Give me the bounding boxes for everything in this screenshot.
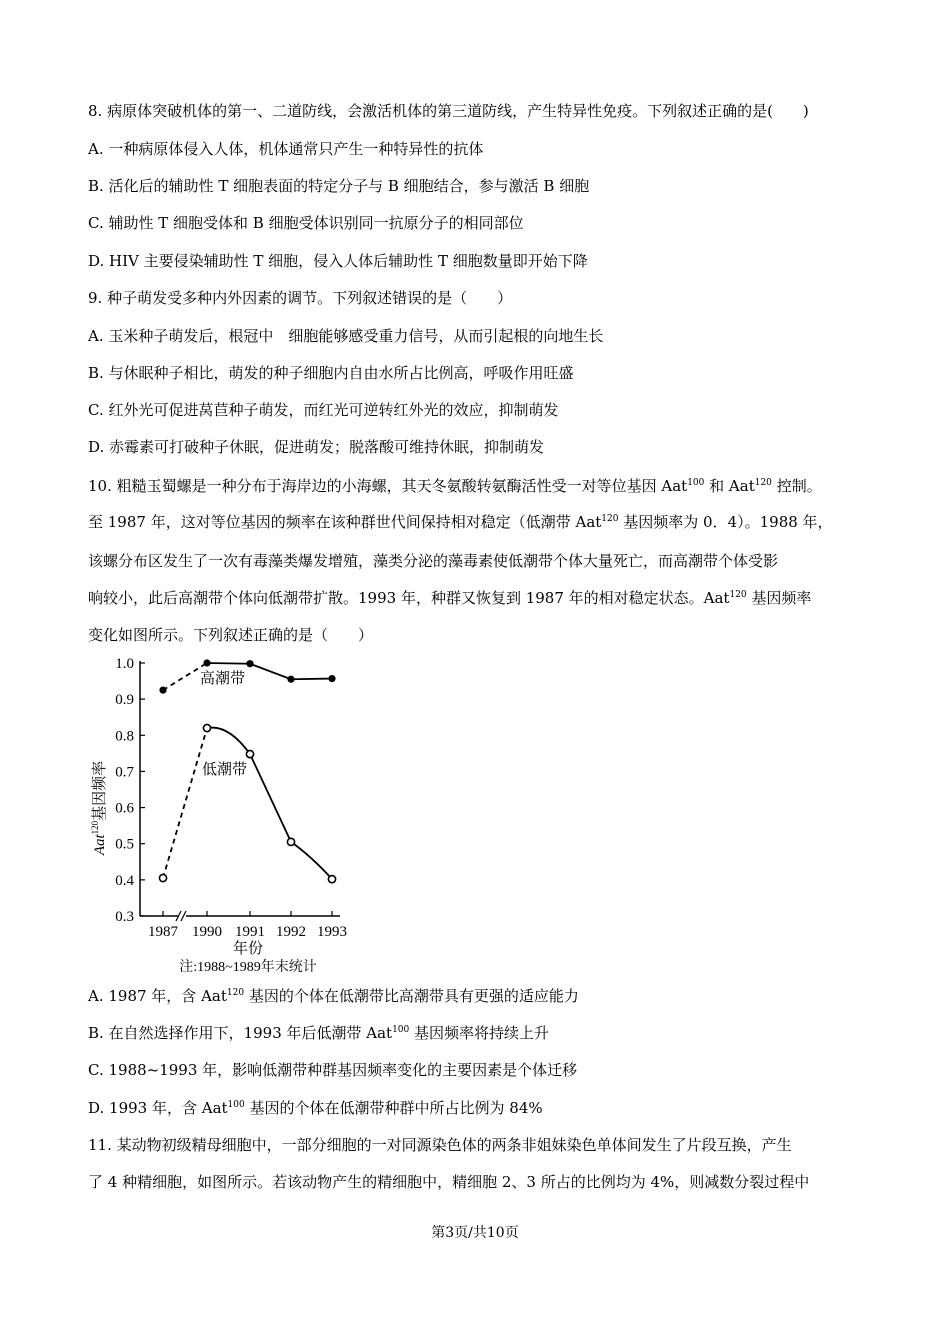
q10-option-c: C. 1988~1993 年，影响低潮带种群基因频率变化的主要因素是个体迁移 <box>88 1061 578 1079</box>
x-tick-label: 1993 <box>317 924 347 940</box>
data-point-high-tide <box>246 660 253 667</box>
y-tick-label: 1.0 <box>115 656 134 672</box>
q8-option-a: A. 一种病原体侵入人体，机体通常只产生一种特异性的抗体 <box>88 140 484 158</box>
q8-stem: 8. 病原体突破机体的第一、二道防线，会激活机体的第三道防线，产生特异性免疫。下列叙述正确的是( ) <box>88 102 809 120</box>
q10-option-b: B. 在自然选择作用下，1993 年后低潮带 Aat$^{100}$ 基因频率将持续上升 <box>88 1024 550 1042</box>
y-tick-label: 0.4 <box>115 872 134 889</box>
series-line <box>207 728 332 880</box>
y-tick-label: 0.3 <box>115 909 134 925</box>
y-tick-label: 0.9 <box>115 692 134 709</box>
series-dashed-segment <box>163 728 207 878</box>
x-tick-label: 1991 <box>235 924 265 940</box>
chart-x-axis-label: 年份 <box>232 941 264 957</box>
data-point-low-tide <box>287 838 294 845</box>
data-point-high-tide <box>159 687 166 694</box>
y-tick-label: 0.6 <box>115 800 134 817</box>
x-tick-label: 1987 <box>148 924 178 940</box>
gene-frequency-chart <box>85 648 365 978</box>
q10-option-d: D. 1993 年，含 Aat$^{100}$ 基因的个体在低潮带种群中所占比例为 84% <box>88 1099 543 1117</box>
data-point-low-tide <box>246 750 253 757</box>
q9-option-c: C. 红外光可促进莴苣种子萌发，而红光可逆转红外光的效应，抑制萌发 <box>88 401 559 419</box>
series-label-low-tide: 低潮带 <box>202 762 248 778</box>
x-tick-label: 1990 <box>192 924 222 940</box>
q9-stem: 9. 种子萌发受多种内外因素的调节。下列叙述错误的是（ ） <box>88 289 513 307</box>
q10-stem-line-5: 变化如图所示。下列叙述正确的是（ ） <box>88 626 374 644</box>
series-label-high-tide: 高潮带 <box>200 671 246 687</box>
axis-break-mark <box>181 911 186 921</box>
q10-stem-line-2: 至 1987 年，这对等位基因的频率在该种群世代间保持相对稳定（低潮带 Aat$^{120}$ 基因频率为 0．4）。1988 年， <box>88 513 833 531</box>
q11-stem-line-2: 了 4 种精细胞，如图所示。若该动物产生的精细胞中，精细胞 2、3 所占的比例均为 4%，则减数分裂过程中 <box>88 1173 810 1191</box>
q9-option-b: B. 与休眠种子相比，萌发的种子细胞内自由水所占比例高，呼吸作用旺盛 <box>88 364 574 382</box>
data-point-low-tide <box>159 874 166 881</box>
q8-option-c: C. 辅助性 T 细胞受体和 B 细胞受体识别同一抗原分子的相同部位 <box>88 214 524 232</box>
q8-option-d: D. HIV 主要侵染辅助性 T 细胞，侵入人体后辅助性 T 细胞数量即开始下降 <box>88 252 588 270</box>
x-tick-label: 1992 <box>276 924 306 940</box>
y-tick-label: 0.5 <box>115 836 134 853</box>
chart-note: 注:1988~1989年末统计 <box>179 960 317 975</box>
data-point-high-tide <box>328 675 335 682</box>
q10-option-a: A. 1987 年，含 Aat$^{120}$ 基因的个体在低潮带比高潮带具有更强的适应能力 <box>88 987 579 1005</box>
data-point-low-tide <box>203 724 210 731</box>
chart-y-axis-label: Aat$^{120}$基因频率 <box>90 760 108 856</box>
q11-stem-line-1: 11. 某动物初级精母细胞中，一部分细胞的一对同源染色体的两条非姐妹染色单体间发生了片段互换，产生 <box>88 1136 792 1154</box>
data-point-low-tide <box>328 876 335 883</box>
q9-option-d: D. 赤霉素可打破种子休眠，促进萌发；脱落酸可维持休眠，抑制萌发 <box>88 438 545 456</box>
q10-stem-line-1: 10. 粗糙玉蜀螺是一种分布于海岸边的小海螺，其天冬氨酸转氨酶活性受一对等位基因 Aat$^{100}$ 和 Aat$^{120}$ 控制。 <box>88 477 822 495</box>
page-footer: 第3页/共10页 <box>431 1225 519 1241</box>
q10-stem-line-4: 响较小，此后高潮带个体向低潮带扩散。1993 年，种群又恢复到 1987 年的相对稳定状态。Aat$^{120}$ 基因频率 <box>88 589 812 607</box>
q8-option-b: B. 活化后的辅助性 T 细胞表面的特定分子与 B 细胞结合，参与激活 B 细胞 <box>88 177 590 195</box>
data-point-high-tide <box>203 659 210 666</box>
y-tick-label: 0.8 <box>115 728 134 745</box>
q9-option-a: A. 玉米种子萌发后，根冠中 细胞能够感受重力信号，从而引起根的向地生长 <box>88 327 604 345</box>
data-point-high-tide <box>287 676 294 683</box>
q10-stem-line-3: 该螺分布区发生了一次有毒藻类爆发增殖，藻类分泌的藻毒素使低潮带个体大量死亡，而高潮带个体受影 <box>88 552 779 570</box>
y-tick-label: 0.7 <box>115 764 134 781</box>
